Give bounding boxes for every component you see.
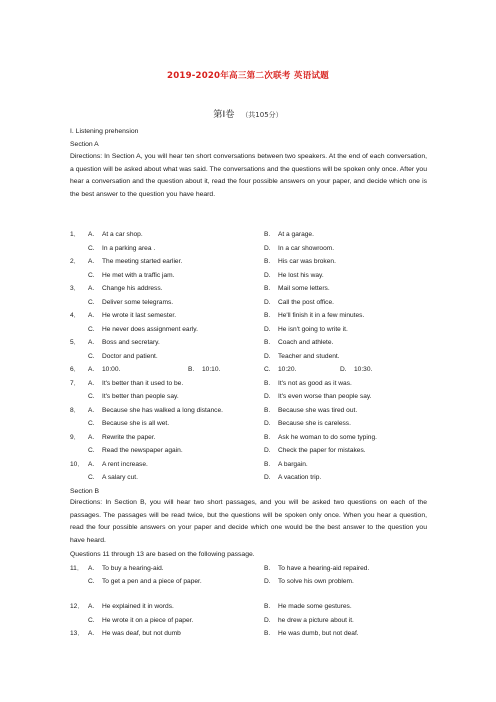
option-text: Mail some letters. (278, 285, 330, 292)
question-3-row-d (264, 299, 334, 307)
question-4-row-c (70, 326, 198, 334)
question-number: 1． (70, 231, 81, 238)
option-text: A. (88, 380, 95, 387)
question-7-row-a (70, 380, 183, 388)
question-11-row-a (70, 565, 164, 573)
option-text: A bargain. (278, 461, 308, 468)
section-b-directions: Directions: In Section B, you will hear two short passages, and you will be asked two questions on each of the passages. The passages will be read twice, but the questions will be spoken only once. When you hear a question, read the four possible answers on your paper and decide which one would be the best answer to the question you have heard. (70, 499, 427, 545)
passage-intro: Questions 11 through 13 are based on the following passage. (70, 551, 255, 558)
question-6-row-d (340, 366, 372, 374)
option-text: D. (264, 326, 271, 333)
question-9-row-a (70, 434, 156, 442)
option-text: D. (264, 420, 271, 427)
option-text: D. (264, 353, 271, 360)
option-text: D. (264, 393, 271, 400)
option-text: 9． (70, 434, 81, 441)
option-text: He wrote it last semester. (102, 312, 177, 319)
option-text: B. (264, 630, 271, 637)
option-text: C. (88, 393, 95, 400)
option-text: A. (88, 285, 95, 292)
option-text: C. (88, 353, 95, 360)
option-text: B. (264, 380, 271, 387)
option-text: He wrote it on a piece of paper. (102, 617, 194, 624)
option-text: To buy a hearing-aid. (102, 565, 164, 572)
option-text: To have a hearing-aid repaired. (278, 565, 370, 572)
question-4-row-d (264, 326, 348, 334)
option-text: Check the paper for mistakes. (278, 447, 366, 454)
option-text: To solve his own problem. (278, 578, 354, 585)
option-text: D. (264, 272, 271, 279)
option-text: 11． (70, 565, 84, 572)
section-heading: I. Listening prehension (70, 128, 139, 135)
option-text: It's even worse than people say. (278, 393, 372, 400)
option-text: B. (264, 231, 271, 238)
option-text: 13． (70, 630, 84, 637)
option-text: 3． (70, 285, 81, 292)
option-text: A. (88, 312, 95, 319)
option-text: B. (264, 461, 271, 468)
question-7-row-c (70, 393, 179, 401)
option-text: B. (264, 565, 271, 572)
question-9-row-c (70, 447, 183, 455)
option-text: 6． (70, 366, 81, 373)
option-text: Boss and secretary. (102, 339, 160, 346)
question-5-row-c (70, 353, 158, 361)
option-text: A. (88, 630, 95, 637)
question-8-row-d (264, 420, 351, 428)
option-text: Because she has walked a long distance. (102, 407, 223, 414)
option-text: 10:00. (102, 366, 121, 373)
question-8-row-b (264, 407, 357, 415)
question-1-row-c (70, 245, 155, 253)
option-text: Because she is careless. (278, 420, 351, 427)
question-1-row-b (264, 231, 314, 239)
question-11-row-b (264, 565, 369, 573)
option-text: Change his address. (102, 285, 163, 292)
question-2-row-d (264, 272, 324, 280)
question-5-row-d (264, 353, 340, 361)
option-text: A. (88, 434, 95, 441)
option-text: Because she is all wet. (102, 420, 170, 427)
option-a: At a car shop. (102, 231, 143, 238)
option-text: To get a pen and a piece of paper. (102, 578, 202, 585)
option-text: Doctor and patient. (102, 353, 158, 360)
option-c: In a parking area . (102, 245, 156, 252)
option-text: He was deaf, but not dumb (102, 630, 181, 637)
option-text: A. (88, 231, 95, 238)
option-text: 2． (70, 258, 81, 265)
option-text: A salary cut. (102, 474, 138, 481)
question-3-row-a (70, 285, 162, 293)
question-8-row-a (70, 407, 223, 415)
exam-title: 2019-2020年高三第二次联考 英语试题 (167, 71, 329, 81)
option-text: C. (88, 299, 95, 306)
option-text: B. (188, 366, 195, 373)
question-2-row-a (70, 258, 182, 266)
option-text: A. (88, 407, 95, 414)
option-text: Read the newspaper again. (102, 447, 183, 454)
question-12-row-c (70, 617, 193, 625)
question-12-row-b (264, 603, 352, 611)
question-9-row-d (264, 447, 366, 455)
option-text: Coach and athlete. (278, 339, 334, 346)
part-score: （共105分） (241, 111, 283, 119)
question-5-row-b (264, 339, 333, 347)
option-text: B. (264, 603, 271, 610)
option-text: C. (264, 366, 271, 373)
part-label: 第Ⅰ卷 (213, 109, 235, 120)
option-text: A. (88, 258, 95, 265)
option-text: A vacation trip. (278, 474, 322, 481)
option-text: Call the post office. (278, 299, 334, 306)
option-text: 10． (70, 461, 84, 468)
question-12-row-d (264, 617, 354, 625)
question-10-row-a (70, 461, 148, 469)
option-text: B. (264, 312, 271, 319)
option-text: D. (264, 578, 271, 585)
option-text: A. (88, 565, 95, 572)
question-3-row-c (70, 299, 173, 307)
option-text: he drew a picture about it. (278, 617, 354, 624)
option-text: It's better than people say. (102, 393, 179, 400)
question-13-row-b (264, 630, 359, 638)
question-11-row-c (70, 578, 202, 586)
option-text: His car was broken. (278, 258, 336, 265)
option-text: A. (88, 603, 95, 610)
option-text: D. (264, 299, 271, 306)
option-text: A. (88, 339, 95, 346)
option-text: 12． (70, 603, 84, 610)
question-5-row-a (70, 339, 160, 347)
option-text: He met with a traffic jam. (102, 272, 175, 279)
option-text: D. (264, 474, 271, 481)
question-2-row-c (70, 272, 174, 280)
section-a-heading: Section A (70, 141, 99, 148)
question-8-row-c (70, 420, 169, 428)
question-1-row-a (70, 231, 143, 239)
option-text: D. (264, 245, 271, 252)
option-text: B. (264, 407, 271, 414)
option-text: Teacher and student. (278, 353, 340, 360)
question-12-row-a (70, 603, 174, 611)
option-text: D. (264, 617, 271, 624)
option-d: In a car showroom. (278, 245, 335, 252)
option-text: A. (88, 366, 95, 373)
question-6-row-a (70, 366, 120, 374)
question-3-row-b (264, 285, 330, 293)
question-13-row-a (70, 630, 181, 638)
question-10-row-c (70, 474, 138, 482)
option-text: B. (264, 434, 271, 441)
option-text: B. (264, 285, 271, 292)
option-text: He explained it in words. (102, 603, 174, 610)
option-text: D. (340, 366, 347, 373)
option-text: Deliver some telegrams. (102, 299, 174, 306)
option-text: A. (88, 461, 95, 468)
option-text: 10:10. (202, 366, 221, 373)
question-6-row-c (264, 366, 296, 374)
question-11-row-d (264, 578, 354, 586)
option-text: He was dumb, but not deaf. (278, 630, 359, 637)
option-text: 10:20. (278, 366, 297, 373)
option-text: D. (264, 447, 271, 454)
option-text: Ask he woman to do some typing. (278, 434, 377, 441)
option-text: It's not as good as it was. (278, 380, 352, 387)
option-text: C. (88, 245, 95, 252)
option-text: B. (264, 339, 271, 346)
option-text: 4． (70, 312, 81, 319)
question-4-row-a (70, 312, 176, 320)
section-b-heading: Section B (70, 488, 100, 495)
question-10-row-b (264, 461, 308, 469)
option-text: Because she was tired out. (278, 407, 358, 414)
option-text: Rewrite the paper. (102, 434, 156, 441)
option-text: He'll finish it in a few minutes. (278, 312, 365, 319)
option-text: A rent increase. (102, 461, 148, 468)
question-7-row-b (264, 380, 352, 388)
option-text: C. (88, 326, 95, 333)
option-text: C. (88, 420, 95, 427)
question-6-row-b (188, 366, 220, 374)
option-text: C. (88, 578, 95, 585)
option-b: At a garage. (278, 231, 314, 238)
option-text: The meeting started earlier. (102, 258, 183, 265)
option-text: 10:30. (354, 366, 373, 373)
option-text: C. (88, 474, 95, 481)
part-heading (0, 106, 496, 120)
option-text: C. (88, 272, 95, 279)
section-a-directions: Directions: In Section A, you will hear ten short conversations between two speakers. At the end of each conversation, a question will be asked about what was said. The conversations and the questions will be spoken only once. After you hear a conversation and the question about it, read the four possible answers on your paper, and decide which one is the best answer to the question you have heard. (70, 153, 427, 199)
option-text: He lost his way. (278, 272, 324, 279)
question-2-row-b (264, 258, 336, 266)
option-text: 7． (70, 380, 81, 387)
option-text: C. (88, 617, 95, 624)
option-text: He made some gestures. (278, 603, 352, 610)
question-10-row-d (264, 474, 321, 482)
question-1-row-d (264, 245, 334, 253)
option-text: B. (264, 258, 271, 265)
option-text: He never does assignment early. (102, 326, 198, 333)
question-9-row-b (264, 434, 377, 442)
option-text: 8． (70, 407, 81, 414)
question-4-row-b (264, 312, 364, 320)
option-text: 5． (70, 339, 81, 346)
option-text: It's better than it used to be. (102, 380, 184, 387)
question-7-row-d (264, 393, 372, 401)
option-text: C. (88, 447, 95, 454)
option-text: He isn't going to write it. (278, 326, 348, 333)
